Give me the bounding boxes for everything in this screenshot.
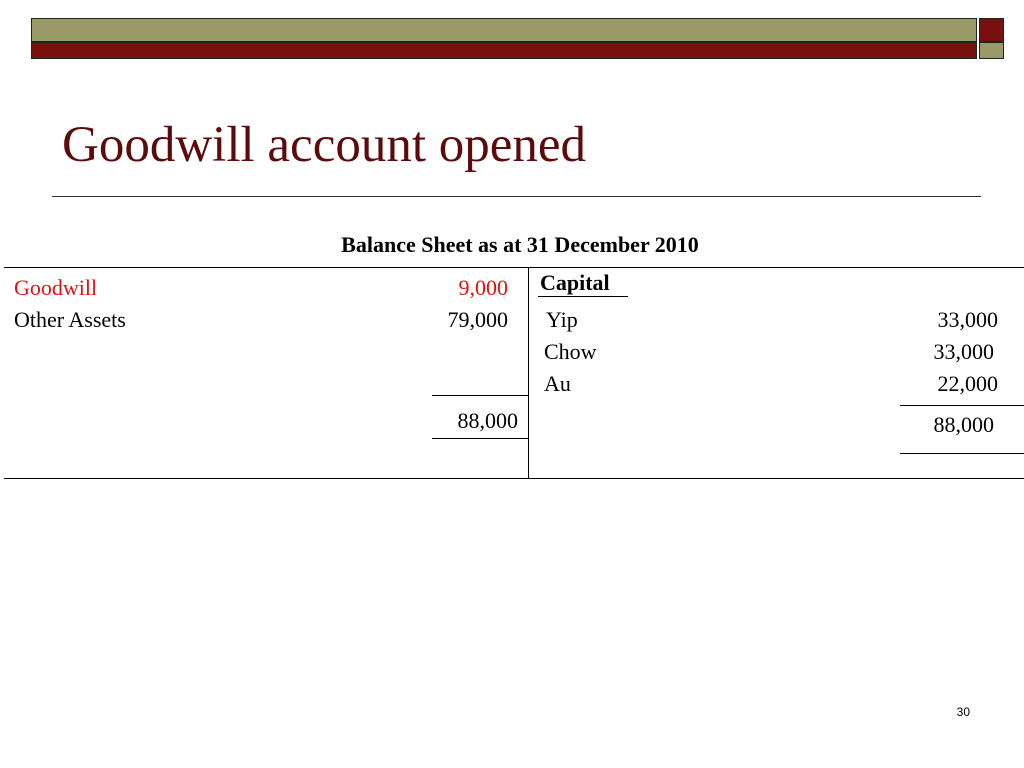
capital-label-yip: Yip [546, 307, 578, 332]
asset-label-other-assets: Other Assets [14, 307, 126, 332]
capital-label-chow: Chow [544, 339, 597, 364]
capital-amount-yip: 33,000 [937, 307, 998, 332]
table-center-divider [528, 267, 529, 479]
header-bar-olive [31, 18, 977, 42]
header-square-olive [979, 42, 1004, 59]
capital-heading-underline [538, 296, 628, 297]
slide-title: Goodwill account opened [62, 117, 587, 173]
capital-subtotal-rule [900, 405, 1024, 406]
header-bar-maroon [31, 42, 977, 59]
capital-total-rule [900, 453, 1024, 454]
assets-subtotal-rule [432, 395, 528, 396]
asset-amount-goodwill: 9,000 [458, 275, 508, 300]
assets-total: 88,000 [457, 408, 518, 433]
asset-amount-other-assets: 79,000 [447, 307, 508, 332]
capital-heading: Capital [540, 270, 610, 295]
balance-sheet-heading: Balance Sheet as at 31 December 2010 [341, 232, 699, 257]
title-divider [52, 196, 981, 197]
table-bottom-rule [4, 478, 1024, 479]
header-square-maroon [979, 18, 1004, 42]
asset-label-goodwill: Goodwill [14, 275, 98, 300]
capital-total: 88,000 [933, 412, 994, 437]
capital-amount-chow: 33,000 [933, 339, 994, 364]
assets-total-rule [432, 438, 528, 439]
page-number: 30 [956, 705, 970, 719]
capital-amount-au: 22,000 [937, 371, 998, 396]
table-top-rule [4, 267, 1024, 268]
capital-label-au: Au [544, 371, 571, 396]
